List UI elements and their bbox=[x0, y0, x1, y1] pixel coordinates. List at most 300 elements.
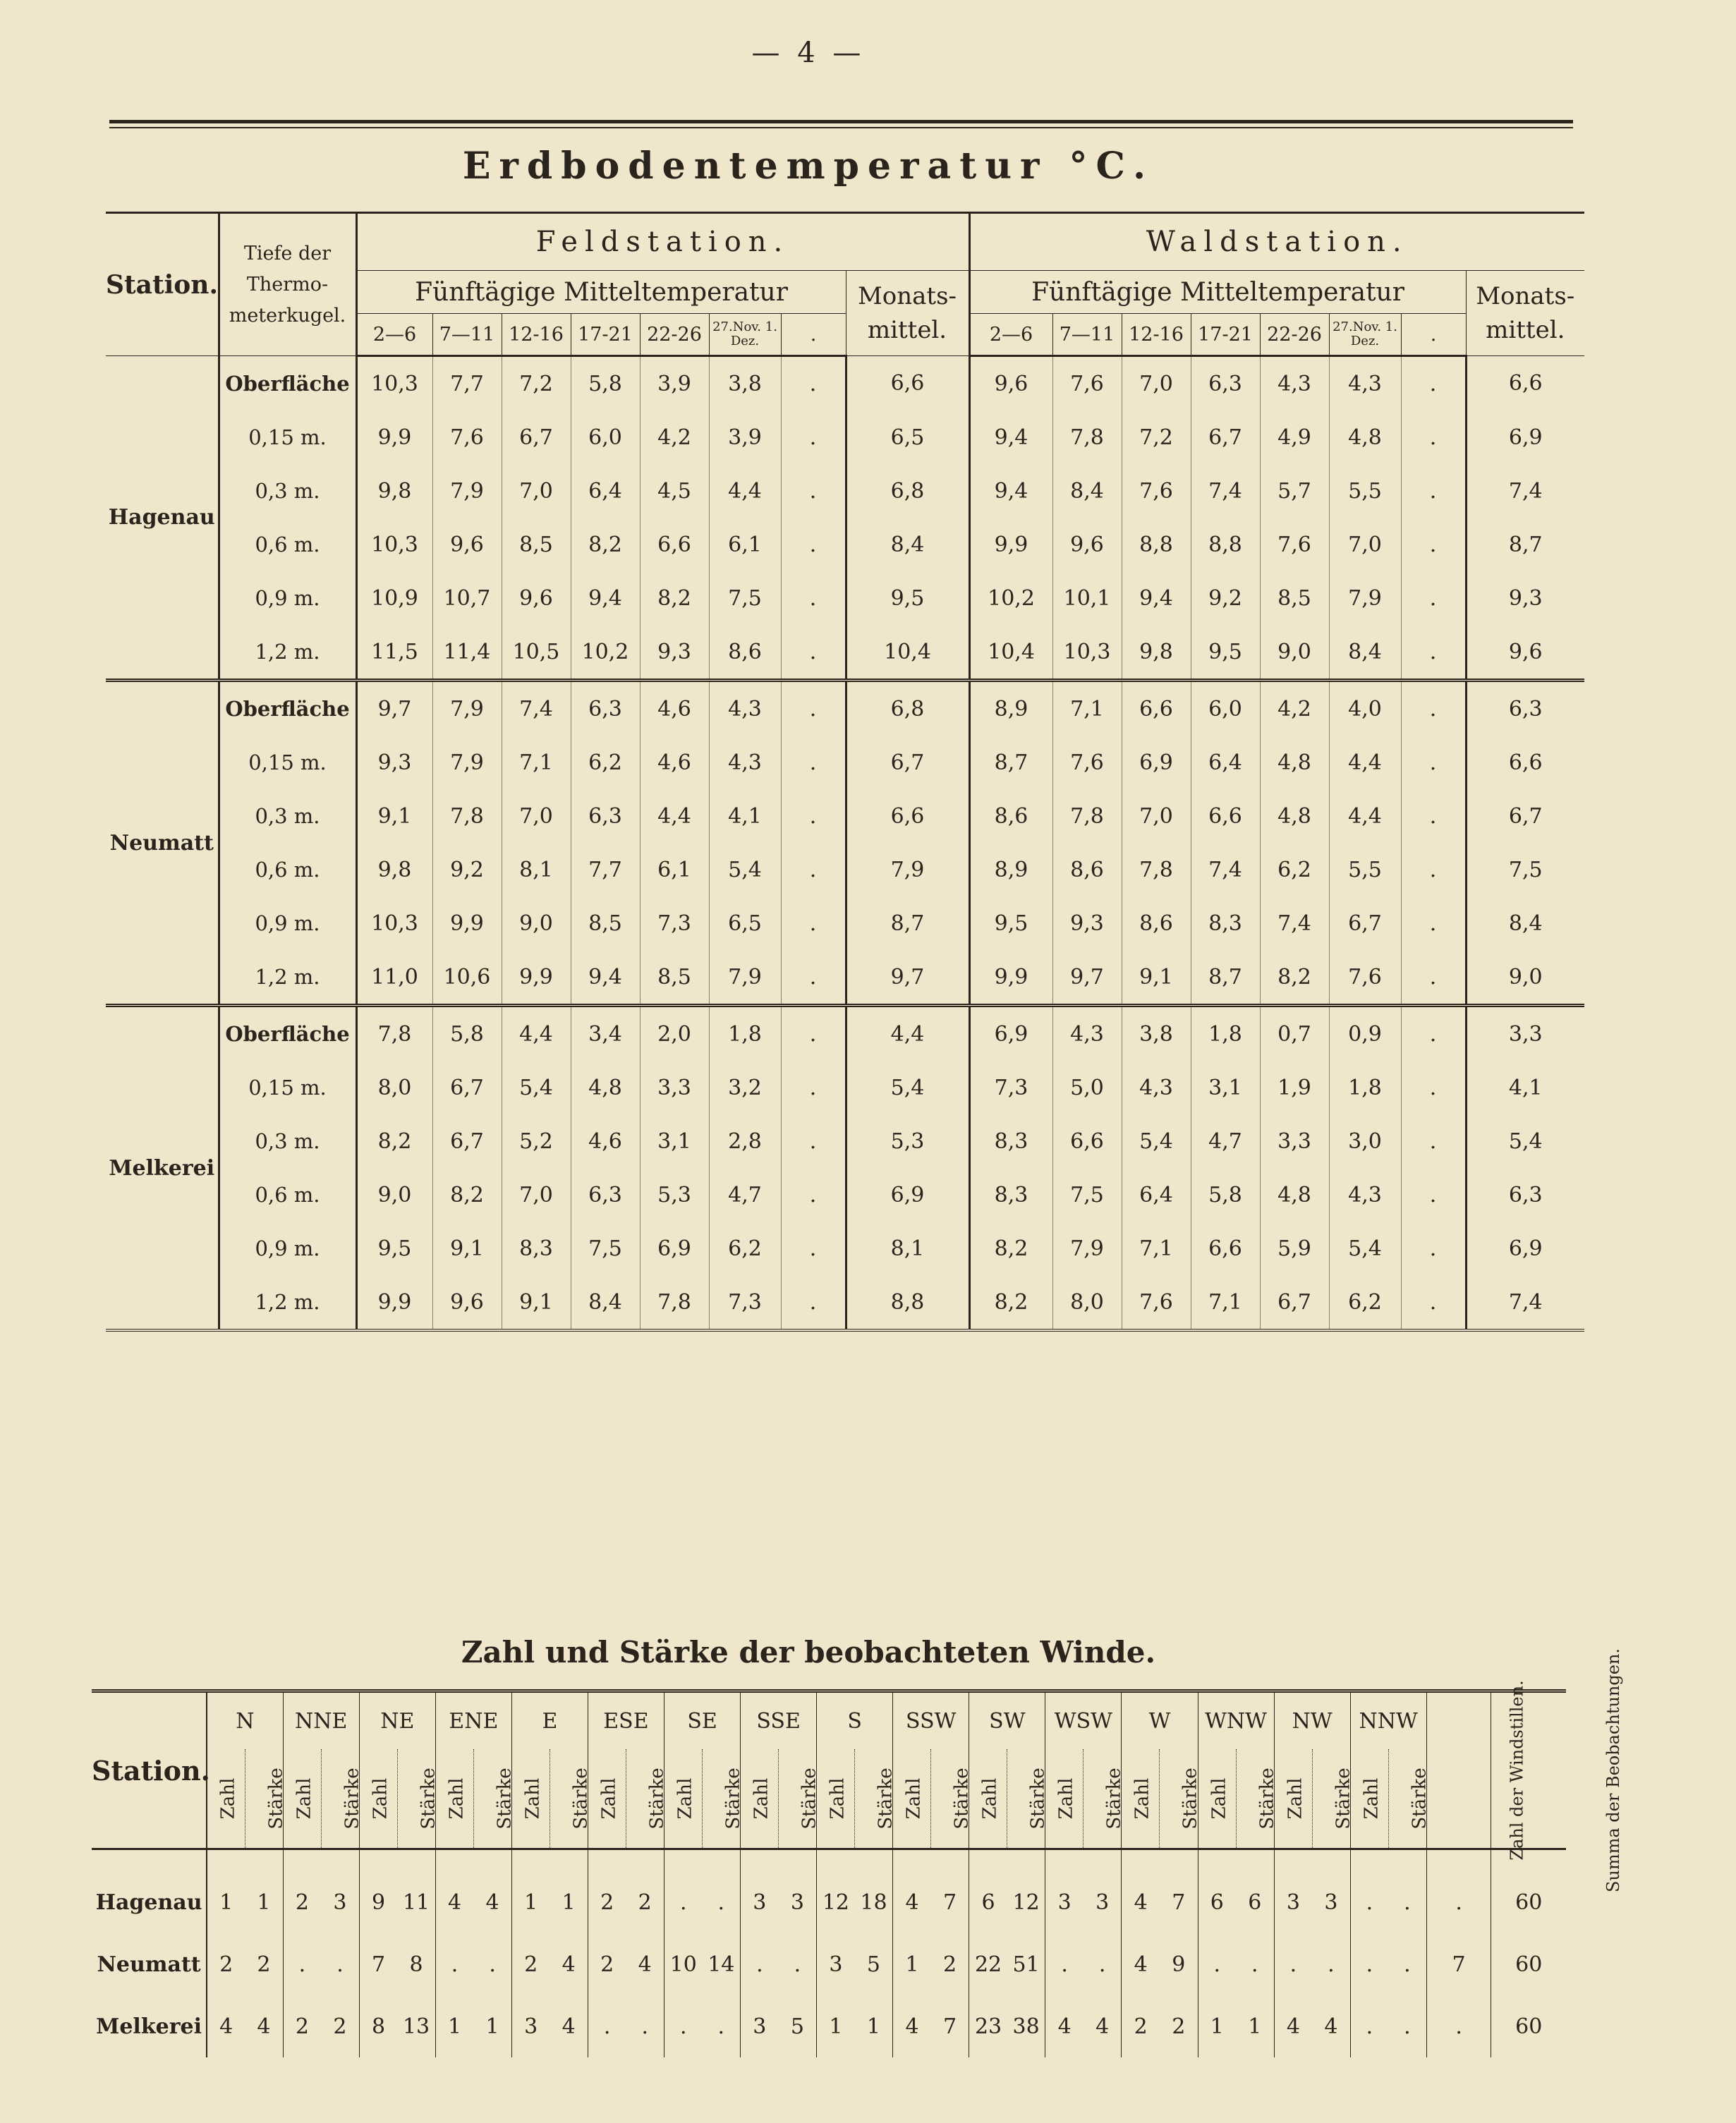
subheader-label: Zahl bbox=[751, 1777, 772, 1820]
wald-value: 4,3 bbox=[1329, 356, 1401, 411]
wald-value: 9,4 bbox=[1122, 571, 1191, 625]
feld-value: 9,6 bbox=[502, 571, 571, 625]
feld-value: 6,1 bbox=[709, 518, 781, 571]
wald-value: 8,6 bbox=[1122, 896, 1191, 950]
wind-direction-header: SSE bbox=[741, 1691, 817, 1750]
staerke-subheader bbox=[245, 1749, 287, 1849]
wind-direction-header: S bbox=[817, 1691, 893, 1750]
subheader-label: Stärke bbox=[265, 1768, 287, 1830]
wind-count: . bbox=[1350, 1933, 1388, 1995]
feld-value: 3,8 bbox=[709, 356, 781, 411]
wind-strength: 4 bbox=[257, 2014, 271, 2039]
wind-row bbox=[92, 1995, 1566, 2057]
feld-value: 9,0 bbox=[377, 1182, 412, 1208]
wind-station-name: Hagenau bbox=[92, 1849, 207, 1934]
wald-value: 7,2 bbox=[1122, 410, 1191, 464]
feld-value: 8,5 bbox=[571, 896, 640, 950]
wald-value: 9,5 bbox=[994, 911, 1028, 936]
soil-row bbox=[106, 625, 1584, 681]
zahl-subheader bbox=[359, 1749, 397, 1849]
wald-value: 9,1 bbox=[1122, 950, 1191, 1006]
wald-value: 5,5 bbox=[1329, 843, 1401, 896]
feld-value: 4,6 bbox=[640, 736, 709, 789]
wald-monthly-mean: 7,4 bbox=[1466, 1275, 1584, 1330]
feld-value: 9,9 bbox=[356, 1275, 432, 1330]
feld-value: 9,0 bbox=[502, 896, 571, 950]
feld-value: 9,2 bbox=[432, 843, 502, 896]
wind-strength: 1 bbox=[485, 2014, 499, 2039]
wind-count: 3 bbox=[741, 1995, 779, 2057]
wind-direction-header: NW bbox=[1274, 1691, 1350, 1750]
feld-value: 9,3 bbox=[377, 750, 412, 775]
depth-label: 0,3 m. bbox=[219, 1114, 356, 1168]
staerke-subheader bbox=[703, 1749, 744, 1849]
wind-strength: 8 bbox=[409, 1952, 423, 1977]
wind-count: 9 bbox=[359, 1849, 397, 1934]
feld-five-day-header: Fünftägige Mitteltemperatur bbox=[356, 271, 846, 314]
wald-value: 3,0 bbox=[1329, 1114, 1401, 1168]
wald-monthly-mean: 8,7 bbox=[1466, 518, 1584, 571]
wald-value: 9,7 bbox=[1052, 950, 1122, 1006]
feld-value: 2,0 bbox=[640, 1006, 709, 1062]
wald-value: 10,2 bbox=[988, 585, 1035, 611]
station-name: Hagenau bbox=[106, 356, 219, 681]
feldstation-header: Feldstation. bbox=[356, 213, 969, 271]
wind-row bbox=[92, 1849, 1566, 1934]
wind-count: . bbox=[664, 1995, 703, 2057]
wald-value: . bbox=[1401, 1168, 1466, 1222]
wind-strength: 7 bbox=[942, 2014, 957, 2039]
station-header: Station. bbox=[106, 213, 219, 356]
depth-label: Oberfläche bbox=[219, 1006, 356, 1062]
observation-sum-header bbox=[1491, 1648, 1624, 1893]
soil-row bbox=[106, 1061, 1584, 1114]
wind-strength: 4 bbox=[562, 1952, 576, 1977]
subheader-label: Stärke bbox=[1333, 1768, 1354, 1830]
feld-period: 22-26 bbox=[640, 314, 709, 356]
subheader-label: Stärke bbox=[418, 1768, 439, 1830]
wald-value: 3,3 bbox=[1260, 1114, 1329, 1168]
feld-value: . bbox=[781, 681, 846, 736]
wind-count: 4 bbox=[1122, 1933, 1160, 1995]
wind-count: 3 bbox=[511, 1995, 550, 2057]
wind-count: 2 bbox=[207, 1933, 245, 1995]
wind-strength: 1 bbox=[866, 2014, 880, 2039]
wald-value: 8,4 bbox=[1052, 464, 1122, 518]
staerke-subheader bbox=[1160, 1749, 1202, 1849]
feld-value: 8,3 bbox=[502, 1222, 571, 1275]
feld-value: . bbox=[781, 950, 846, 1006]
feld-monthly-mean: 6,6 bbox=[846, 356, 969, 411]
feld-monthly-mean: 6,8 bbox=[846, 464, 969, 518]
wald-period: 7—11 bbox=[1052, 314, 1122, 356]
feld-value: 7,4 bbox=[502, 681, 571, 736]
feld-value: 6,6 bbox=[640, 518, 709, 571]
wind-strength: . bbox=[717, 2014, 725, 2039]
wald-value: 6,3 bbox=[1191, 356, 1260, 411]
wind-count: 3 bbox=[1045, 1849, 1084, 1934]
wind-strength: 1 bbox=[257, 1890, 271, 1915]
wald-value: 6,7 bbox=[1260, 1275, 1329, 1330]
wind-count: 6 bbox=[969, 1849, 1007, 1934]
wind-direction-header: SW bbox=[969, 1691, 1045, 1750]
feld-value: 10,3 bbox=[371, 371, 418, 396]
feld-monthly-mean: 8,7 bbox=[846, 896, 969, 950]
subheader-label: Stärke bbox=[1180, 1768, 1202, 1830]
wald-value: 6,6 bbox=[1122, 681, 1191, 736]
feld-value: 8,6 bbox=[709, 625, 781, 681]
feld-value: 9,9 bbox=[432, 896, 502, 950]
wald-value: . bbox=[1401, 1275, 1466, 1330]
feld-value: 4,7 bbox=[709, 1168, 781, 1222]
wald-value: 9,6 bbox=[994, 371, 1028, 396]
staerke-subheader bbox=[1084, 1749, 1126, 1849]
wald-value: 7,1 bbox=[1191, 1275, 1260, 1330]
feld-value: 10,3 bbox=[371, 911, 418, 936]
feld-value: 3,3 bbox=[640, 1061, 709, 1114]
wald-value: 7,6 bbox=[1052, 736, 1122, 789]
feld-value: 7,0 bbox=[502, 789, 571, 843]
wind-count: 1 bbox=[893, 1933, 931, 1995]
depth-label: 0,3 m. bbox=[219, 464, 356, 518]
wald-value: 5,4 bbox=[1329, 1222, 1401, 1275]
staerke-subheader bbox=[473, 1749, 516, 1849]
wald-value: 8,7 bbox=[994, 750, 1028, 775]
wald-monthly-mean: 3,3 bbox=[1466, 1006, 1584, 1062]
wind-strength: 5 bbox=[866, 1952, 880, 1977]
wald-value: 7,8 bbox=[1122, 843, 1191, 896]
wald-value: 8,2 bbox=[994, 1236, 1028, 1261]
feld-value: 3,9 bbox=[709, 410, 781, 464]
wald-value: 7,8 bbox=[1052, 789, 1122, 843]
wald-value: 7,9 bbox=[1052, 1222, 1122, 1275]
wind-strength: 13 bbox=[402, 2014, 430, 2039]
subheader-label: Zahl bbox=[370, 1777, 391, 1820]
wald-value: 7,6 bbox=[1329, 950, 1401, 1006]
feld-value: 3,9 bbox=[640, 356, 709, 411]
depth-label: Oberfläche bbox=[219, 681, 356, 736]
subheader-label: Zahl bbox=[293, 1777, 315, 1820]
feld-value: 5,3 bbox=[640, 1168, 709, 1222]
feld-value: 4,4 bbox=[709, 464, 781, 518]
feld-value: 10,9 bbox=[371, 585, 418, 611]
soil-row bbox=[106, 736, 1584, 789]
subheader-label: Stärke bbox=[1256, 1768, 1278, 1830]
wald-value: . bbox=[1401, 518, 1466, 571]
wald-value: . bbox=[1401, 571, 1466, 625]
wald-value: 9,9 bbox=[994, 532, 1028, 557]
depth-label: 1,2 m. bbox=[219, 950, 356, 1006]
feld-value: 4,8 bbox=[571, 1061, 640, 1114]
zahl-subheader bbox=[817, 1749, 855, 1849]
wind-count: 4 bbox=[207, 1995, 245, 2057]
feld-value: . bbox=[781, 518, 846, 571]
wald-value: 9,6 bbox=[1052, 518, 1122, 571]
zahl-subheader bbox=[588, 1749, 626, 1849]
feld-value: 8,4 bbox=[571, 1275, 640, 1330]
wind-direction-header: W bbox=[1122, 1691, 1198, 1750]
feld-monthly-mean: 8,1 bbox=[846, 1222, 969, 1275]
wind-strength: 4 bbox=[1095, 2014, 1110, 2039]
wald-value: 1,8 bbox=[1329, 1061, 1401, 1114]
wind-strength: 2 bbox=[1172, 2014, 1186, 2039]
wind-strength: 4 bbox=[638, 1952, 652, 1977]
feld-value: 6,3 bbox=[571, 789, 640, 843]
observation-sum: 60 bbox=[1491, 1933, 1566, 1995]
wind-count: 2 bbox=[283, 1995, 321, 2057]
feld-value: 11,5 bbox=[356, 625, 432, 681]
feld-value: 5,8 bbox=[432, 1006, 502, 1062]
wald-monthly-mean: 6,9 bbox=[1466, 1222, 1584, 1275]
staerke-subheader bbox=[321, 1749, 363, 1849]
feld-value: 9,9 bbox=[377, 425, 412, 450]
wald-value: 0,9 bbox=[1329, 1006, 1401, 1062]
subheader-label: Stärke bbox=[951, 1768, 973, 1830]
wald-value: 7,3 bbox=[994, 1075, 1028, 1100]
wald-value: . bbox=[1401, 896, 1466, 950]
soil-table-title: Erdbodentemperatur °C. bbox=[462, 145, 1155, 188]
wald-value: 4,3 bbox=[1052, 1006, 1122, 1062]
wind-count: 6 bbox=[1198, 1849, 1236, 1934]
wind-count: . bbox=[741, 1933, 779, 1995]
wald-value: 5,8 bbox=[1191, 1168, 1260, 1222]
feld-value: . bbox=[781, 789, 846, 843]
wind-strength: . bbox=[1098, 1952, 1106, 1977]
wald-monthly-mean: 5,4 bbox=[1466, 1114, 1584, 1168]
soil-row bbox=[106, 1275, 1584, 1330]
wind-strength: . bbox=[336, 1952, 344, 1977]
wind-station-name: Neumatt bbox=[92, 1933, 207, 1995]
wind-strength: 2 bbox=[638, 1890, 652, 1915]
feld-value: 7,1 bbox=[502, 736, 571, 789]
feld-value: . bbox=[781, 464, 846, 518]
subheader-label: Zahl bbox=[598, 1777, 620, 1820]
wind-strength: 4 bbox=[485, 1890, 499, 1915]
staerke-subheader bbox=[779, 1749, 820, 1849]
wind-count: . bbox=[1198, 1933, 1236, 1995]
subheader-label: Zahl bbox=[217, 1777, 239, 1820]
wald-monthly-mean: 6,7 bbox=[1466, 789, 1584, 843]
feld-monthly-mean: 6,8 bbox=[846, 681, 969, 736]
wind-strength: . bbox=[794, 1952, 801, 1977]
wind-strength: . bbox=[717, 1890, 725, 1915]
depth-label: 0,6 m. bbox=[219, 518, 356, 571]
subheader-label: Stärke bbox=[1028, 1768, 1049, 1830]
zahl-subheader bbox=[283, 1749, 321, 1849]
wind-count: . bbox=[435, 1933, 473, 1995]
wind-strength: 5 bbox=[790, 2014, 804, 2039]
wind-strength: 3 bbox=[790, 1890, 804, 1915]
wind-strength: . bbox=[1328, 1952, 1335, 1977]
wald-monthly-mean: 6,6 bbox=[1466, 736, 1584, 789]
feld-value: 7,9 bbox=[709, 950, 781, 1006]
wald-value: 8,3 bbox=[994, 1129, 1028, 1154]
wald-value: 6,9 bbox=[994, 1021, 1028, 1047]
wind-strength: 51 bbox=[1012, 1952, 1040, 1977]
wald-value: 6,7 bbox=[1329, 896, 1401, 950]
wind-count: 4 bbox=[1122, 1849, 1160, 1934]
zahl-subheader bbox=[1198, 1749, 1236, 1849]
depth-label: 0,6 m. bbox=[219, 843, 356, 896]
wald-value: 8,3 bbox=[994, 1182, 1028, 1208]
soil-row bbox=[106, 518, 1584, 571]
feld-value: 6,2 bbox=[709, 1222, 781, 1275]
feld-value: 5,4 bbox=[502, 1061, 571, 1114]
wind-strength: 11 bbox=[402, 1890, 430, 1915]
wind-count: 2 bbox=[511, 1933, 550, 1995]
station-name: Melkerei bbox=[106, 1006, 219, 1331]
wald-value: 4,8 bbox=[1329, 410, 1401, 464]
wald-value: 8,3 bbox=[1191, 896, 1260, 950]
observation-sum: 60 bbox=[1491, 1849, 1566, 1934]
wald-value: 6,6 bbox=[1052, 1114, 1122, 1168]
feld-value: 7,9 bbox=[432, 464, 502, 518]
wind-count: 4 bbox=[1045, 1995, 1084, 2057]
feld-value: 9,4 bbox=[571, 950, 640, 1006]
wind-strength: 14 bbox=[708, 1952, 735, 1977]
feld-value: 4,3 bbox=[709, 681, 781, 736]
wald-value: 6,4 bbox=[1191, 736, 1260, 789]
wind-count: 1 bbox=[207, 1849, 245, 1934]
wald-monthly-mean: 9,3 bbox=[1466, 571, 1584, 625]
wald-value: . bbox=[1401, 410, 1466, 464]
feld-value: 7,3 bbox=[709, 1275, 781, 1330]
feld-value: 4,1 bbox=[709, 789, 781, 843]
wind-strength: 1 bbox=[1248, 2014, 1262, 2039]
feld-period: 12-16 bbox=[502, 314, 571, 356]
wald-value: . bbox=[1401, 681, 1466, 736]
feld-value: 5,4 bbox=[709, 843, 781, 896]
wald-period: 17-21 bbox=[1191, 314, 1260, 356]
depth-label: 1,2 m. bbox=[219, 625, 356, 681]
wind-count: 22 bbox=[969, 1933, 1007, 1995]
feld-monthly-mean: 8,8 bbox=[846, 1275, 969, 1330]
wald-value: 8,0 bbox=[1052, 1275, 1122, 1330]
wind-direction-header: E bbox=[511, 1691, 588, 1750]
wald-value: 10,1 bbox=[1052, 571, 1122, 625]
subheader-label: Stärke bbox=[341, 1768, 363, 1830]
depth-label: 1,2 m. bbox=[219, 1275, 356, 1330]
subheader-label: Zahl bbox=[827, 1777, 849, 1820]
wald-monthly-mean: 7,4 bbox=[1466, 464, 1584, 518]
feld-value: . bbox=[781, 896, 846, 950]
soil-row bbox=[106, 1114, 1584, 1168]
feld-value: 10,2 bbox=[571, 625, 640, 681]
wind-count: . bbox=[283, 1933, 321, 1995]
feld-value: . bbox=[781, 571, 846, 625]
feld-monthly-mean: 7,9 bbox=[846, 843, 969, 896]
subheader-label: Zahl bbox=[674, 1777, 696, 1820]
wald-value: 9,8 bbox=[1122, 625, 1191, 681]
soil-row bbox=[106, 896, 1584, 950]
wind-strength: 2 bbox=[942, 1952, 957, 1977]
wind-count: . bbox=[664, 1849, 703, 1934]
wind-count: 2 bbox=[283, 1849, 321, 1934]
wald-value: 4,0 bbox=[1329, 681, 1401, 736]
wind-count: 2 bbox=[1122, 1995, 1160, 2057]
wind-direction-header: NNE bbox=[283, 1691, 359, 1750]
wind-count: 1 bbox=[511, 1849, 550, 1934]
wald-value: 7,0 bbox=[1329, 518, 1401, 571]
soil-row bbox=[106, 1168, 1584, 1222]
wald-period-label: 27.Nov. 1. Dez. bbox=[1333, 320, 1397, 348]
feld-value: 7,0 bbox=[502, 1168, 571, 1222]
wald-value: 9,4 bbox=[994, 478, 1028, 504]
wald-value: 6,7 bbox=[1191, 410, 1260, 464]
wind-strength: . bbox=[1251, 1952, 1258, 1977]
subheader-label: Stärke bbox=[799, 1768, 820, 1830]
feld-value: 4,5 bbox=[640, 464, 709, 518]
wind-strength: 1 bbox=[562, 1890, 576, 1915]
wind-table-title: Zahl und Stärke der beobachteten Winde. bbox=[461, 1635, 1156, 1669]
subheader-label: Zahl bbox=[446, 1777, 468, 1820]
wind-count: 7 bbox=[359, 1933, 397, 1995]
staerke-subheader bbox=[626, 1749, 668, 1849]
feld-value: 9,6 bbox=[432, 518, 502, 571]
feld-value: 7,9 bbox=[432, 736, 502, 789]
wind-count: 4 bbox=[1274, 1995, 1312, 2057]
feld-value: . bbox=[781, 736, 846, 789]
subheader-label: Zahl bbox=[522, 1777, 544, 1820]
zahl-subheader bbox=[511, 1749, 550, 1849]
depth-label: 0,15 m. bbox=[219, 736, 356, 789]
wind-count: 10 bbox=[664, 1933, 703, 1995]
subheader-label: Stärke bbox=[875, 1768, 897, 1830]
wind-count: 4 bbox=[893, 1995, 931, 2057]
subheader-label: Stärke bbox=[1104, 1768, 1126, 1830]
wald-monthly-mean: 6,9 bbox=[1466, 410, 1584, 464]
feld-value: 7,0 bbox=[502, 464, 571, 518]
wald-monthly-header: Monats- mittel. bbox=[1466, 271, 1584, 356]
feld-value: 4,6 bbox=[640, 681, 709, 736]
wind-count: . bbox=[1350, 1849, 1388, 1934]
feld-value: 6,0 bbox=[571, 410, 640, 464]
calm-count: . bbox=[1426, 1995, 1491, 2057]
feld-value: 9,1 bbox=[377, 803, 412, 829]
wald-value: 3,1 bbox=[1191, 1061, 1260, 1114]
staerke-subheader bbox=[1236, 1749, 1278, 1849]
wald-value: 1,9 bbox=[1260, 1061, 1329, 1114]
feld-value: 9,4 bbox=[571, 571, 640, 625]
feld-value: 7,5 bbox=[571, 1222, 640, 1275]
wind-strength: 4 bbox=[562, 2014, 576, 2039]
feld-period: . bbox=[781, 314, 846, 356]
wald-value: 4,3 bbox=[1260, 356, 1329, 411]
feld-value: 4,4 bbox=[502, 1006, 571, 1062]
feld-value: 8,5 bbox=[502, 518, 571, 571]
feld-value: 4,4 bbox=[640, 789, 709, 843]
wald-value: 4,8 bbox=[1260, 736, 1329, 789]
wald-period: 12-16 bbox=[1122, 314, 1191, 356]
feld-monthly-mean: 9,5 bbox=[846, 571, 969, 625]
wind-direction-header: SSW bbox=[893, 1691, 969, 1750]
feld-value: 7,8 bbox=[640, 1275, 709, 1330]
feld-monthly-header: Monats- mittel. bbox=[846, 271, 969, 356]
subheader-label: Zahl bbox=[903, 1777, 925, 1820]
wald-monthly-mean: 6,6 bbox=[1466, 356, 1584, 411]
wald-value: 7,6 bbox=[1122, 1275, 1191, 1330]
feld-value: 6,4 bbox=[571, 464, 640, 518]
zahl-subheader bbox=[1274, 1749, 1312, 1849]
staerke-subheader bbox=[1312, 1749, 1354, 1849]
feld-value: 8,0 bbox=[377, 1075, 412, 1100]
feld-value: 6,7 bbox=[502, 410, 571, 464]
feld-monthly-mean: 6,9 bbox=[846, 1168, 969, 1222]
wald-value: 10,4 bbox=[969, 625, 1052, 681]
wald-value: 4,3 bbox=[1329, 1168, 1401, 1222]
zahl-subheader bbox=[664, 1749, 703, 1849]
zahl-subheader bbox=[741, 1749, 779, 1849]
